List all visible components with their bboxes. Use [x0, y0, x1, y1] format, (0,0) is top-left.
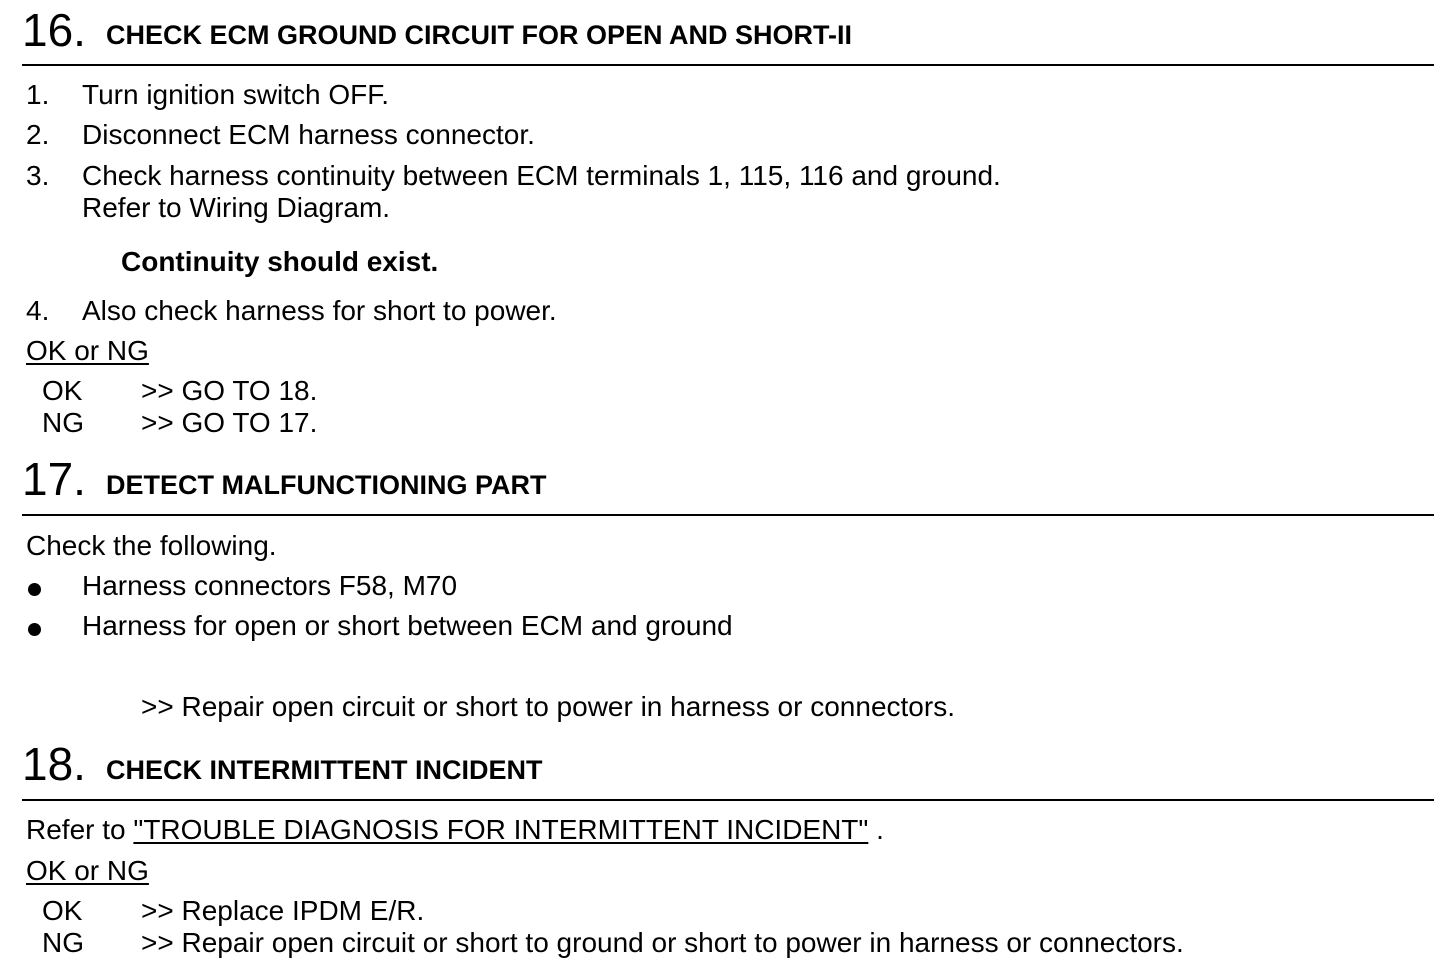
result-code-ng: NG — [42, 407, 84, 438]
step-number: 4. — [26, 295, 50, 326]
result-action: >> Repair open circuit or short to ground or short to power in harness or connectors. — [141, 927, 1184, 958]
step-text: Disconnect ECM harness connector. — [82, 119, 535, 150]
result-action: >> GO TO 17. — [141, 407, 318, 438]
section-title: CHECK INTERMITTENT INCIDENT — [106, 755, 543, 785]
result-label: OK or NG — [26, 335, 149, 366]
section-number: 18. — [22, 738, 86, 790]
section-title: DETECT MALFUNCTIONING PART — [106, 470, 547, 500]
intro-text: Check the following. — [26, 530, 277, 561]
bullet-icon — [28, 583, 41, 596]
repair-action: >> Repair open circuit or short to power in harness or connectors. — [141, 691, 955, 722]
section-title: CHECK ECM GROUND CIRCUIT FOR OPEN AND SHORT-II — [106, 20, 853, 50]
result-code-ok: OK — [42, 375, 83, 406]
result-action: >> GO TO 18. — [141, 375, 318, 406]
result-action: >> Replace IPDM E/R. — [141, 895, 425, 926]
bullet-icon — [28, 623, 41, 636]
refer-suffix: . — [876, 814, 884, 845]
section-divider — [22, 799, 1434, 801]
step-text-continued: Refer to Wiring Diagram. — [82, 192, 391, 223]
section-number: 16. — [22, 4, 86, 56]
result-label: OK or NG — [26, 855, 149, 886]
section-divider — [22, 64, 1434, 66]
step-text: Turn ignition switch OFF. — [82, 79, 390, 110]
refer-prefix: Refer to — [26, 814, 126, 845]
bullet-text: Harness for open or short between ECM and ground — [82, 610, 733, 641]
step-number: 2. — [26, 119, 50, 150]
section-divider — [22, 514, 1434, 516]
step-text: Also check harness for short to power. — [82, 295, 557, 326]
bullet-text: Harness connectors F58, M70 — [82, 570, 458, 601]
result-code-ng: NG — [42, 927, 84, 958]
step-number: 1. — [26, 79, 50, 110]
result-code-ok: OK — [42, 895, 83, 926]
step-number: 3. — [26, 160, 50, 191]
section-number: 17. — [22, 453, 86, 505]
intermittent-incident-link[interactable]: "TROUBLE DIAGNOSIS FOR INTERMITTENT INCIDENT" — [133, 814, 869, 845]
refer-line — [26, 813, 884, 847]
continuity-note: Continuity should exist. — [121, 246, 439, 277]
step-text: Check harness continuity between ECM terminals 1, 115, 116 and ground. — [82, 160, 1001, 191]
